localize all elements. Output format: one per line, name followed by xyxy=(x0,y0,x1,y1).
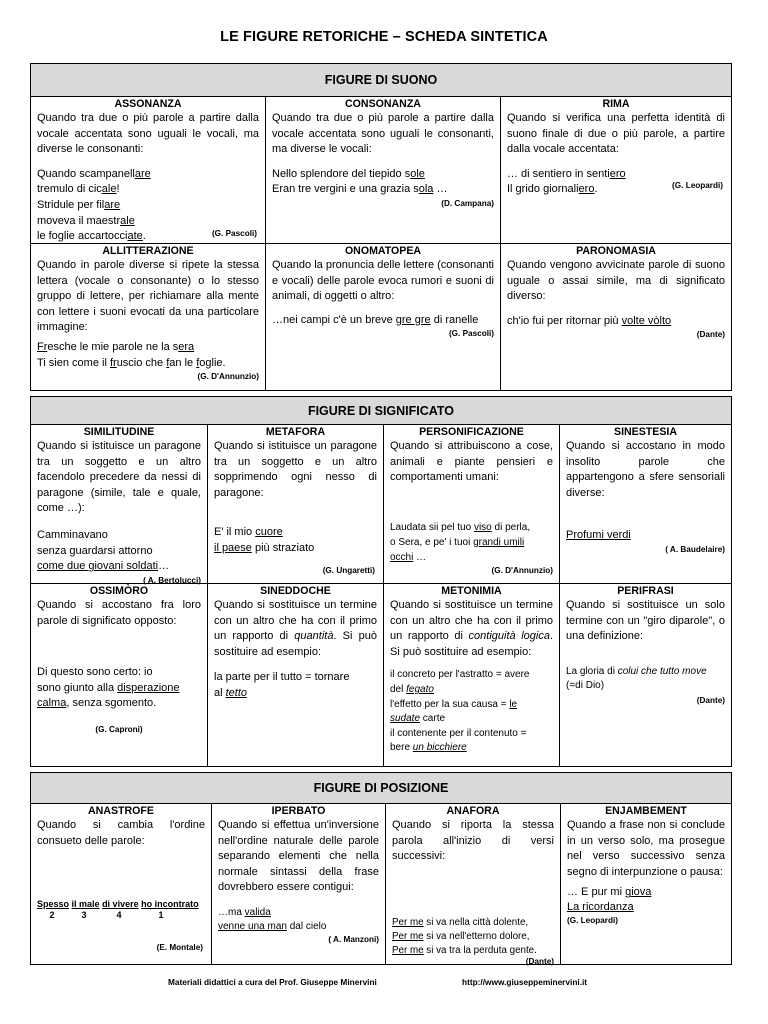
card-definition: Quando si cambia l'ordine consueto delle parole: xyxy=(37,819,205,847)
card-source: ( A. Bertolucci) xyxy=(143,575,201,585)
card-onomatopea xyxy=(265,244,500,390)
card-definition: Quando si accostano fra loro parole di significato opposto: xyxy=(37,599,201,627)
card-title: PERSONIFICAZIONE xyxy=(419,426,524,438)
card-title: ENJAMBEMENT xyxy=(605,805,687,817)
card-title: ANASTROFE xyxy=(88,805,154,817)
card-example: …ma valida venne una man dal cielo xyxy=(218,906,327,932)
card-source: (G. Pascoli) xyxy=(448,329,494,339)
card-personificazione xyxy=(383,425,559,583)
card-source: ( A. Manzoni) xyxy=(328,934,379,944)
card-title: METAFORA xyxy=(265,426,326,438)
card-definition: Quando si istituisce un paragone tra un soggetto e un altro sopprimendo ogni nesso di paragone: xyxy=(214,440,377,499)
card-example: Per me si va nella città dolente, Per me si va nell'etterno dolore, Per me si va tra la perduta gente. xyxy=(392,916,537,956)
card-similitudine xyxy=(31,425,207,583)
card-definition: Quando in parole diverse si ripete la stessa lettera (vocale o consonante) o lo stesso gruppo di lettere, per richiamare alla mente con lettere i suoni evocati da una particolare immagine: xyxy=(37,259,259,334)
card-definition: Quando si sostituisce un solo termine con un "giro diparole", o una definizione: xyxy=(566,599,725,643)
section-posizione xyxy=(30,772,732,965)
card-definition: Quando vengono avvicinate parole di suono uguale o assai simile, ma di significato diverso: xyxy=(507,259,725,303)
card-definition: Quando tra due o più parole a partire dalla vocale accentata sono uguali le vocali, ma diverse le consonanti: xyxy=(37,112,259,156)
card-example: E' il mio cuore il paese più straziato xyxy=(214,526,315,554)
card-definition: Quando si accostano in modo insolito parole che appartengono a sfere sensoriali diverse: xyxy=(566,440,725,499)
footer-url[interactable]: http://www.giuseppeminervini.it xyxy=(462,977,588,987)
section-significato xyxy=(30,396,732,767)
card-example: la parte per il tutto = tornare al tetto xyxy=(214,671,350,699)
card-sinestesia xyxy=(559,425,731,583)
card-source: (G. Leopardi) xyxy=(672,181,723,190)
card-definition: Quando a frase non si conclude in un verso solo, ma prosegue nel verso successivo senza segno di interpunzione o pausa: xyxy=(567,819,725,878)
card-source: (G. Caproni) xyxy=(95,724,143,734)
card-source: (Dante) xyxy=(696,695,725,705)
card-source: ( A. Baudelaire) xyxy=(665,544,725,554)
card-title: METONIMIA xyxy=(441,585,502,597)
card-sineddoche xyxy=(207,584,383,766)
card-title: ANAFORA xyxy=(446,805,500,817)
card-source: (Dante) xyxy=(696,330,725,340)
page-title: LE FIGURE RETORICHE – SCHEDA SINTETICA xyxy=(220,29,548,45)
card-example: Profumi verdi xyxy=(566,529,631,542)
card-title: OSSIMÒRO xyxy=(89,585,149,597)
card-definition: Quando si verifica una perfetta identità di suono finale di due o più parole, a partire dalla vocale accentata: xyxy=(507,112,725,156)
card-metonimia xyxy=(383,584,559,766)
card-title: SINEDDOCHE xyxy=(260,585,331,597)
card-example: ch'io fui per ritornar più volte vòlto xyxy=(507,314,672,327)
card-example: Laudata sii pel tuo viso di perla, o Sera, e pe' i tuoi grandi umili occhi … xyxy=(390,521,531,563)
card-anastrofe xyxy=(31,804,211,964)
card-consonanza xyxy=(265,97,500,243)
card-enjambement xyxy=(560,804,731,964)
card-source: (G. Pascoli) xyxy=(211,229,257,238)
card-definition: Quando si riporta la stessa parola all'inizio di versi successivi: xyxy=(392,819,554,863)
card-example: Fresche le mie parole ne la sera Ti sien come il fruscio che fan le foglie. xyxy=(37,340,226,369)
card-example: Camminavano senza guardarsi attorno come due giovani soldati… xyxy=(37,528,170,573)
card-example: … E pur mi giova La ricordanza xyxy=(567,886,652,914)
card-title: RIMA xyxy=(602,98,630,110)
section-suono xyxy=(30,63,732,391)
card-definition: Quando si attribuiscono a cose, animali e piante pensieri e comportamenti umani: xyxy=(390,440,553,484)
card-source: (Dante) xyxy=(525,956,554,966)
footer-credits: Materiali didattici a cura del Prof. Giuseppe Minervini xyxy=(168,977,377,987)
card-paronomasia xyxy=(500,244,731,390)
card-example: Di questo sono certo: io sono giunto alla disperazione calma, senza sgomento. xyxy=(37,666,180,710)
card-source: (G. Leopardi) xyxy=(567,916,618,926)
card-definition: Quando si sostituisce un termine con un altro che ha con il primo un rapporto di contiguità logica. Si può sostituire ad esempio: xyxy=(390,599,554,658)
section-header: FIGURE DI POSIZIONE xyxy=(31,773,731,804)
card-title: ALLITTERAZIONE xyxy=(102,245,194,257)
card-title: IPERBATO xyxy=(271,805,326,817)
card-definition: Quando si sostituisce un termine con un altro che ha con il primo un rapporto di quantità. Si può sostituire ad esempio: xyxy=(214,599,377,658)
card-source: (E. Montale) xyxy=(156,943,203,952)
card-title: PERIFRASI xyxy=(617,585,674,597)
card-title: CONSONANZA xyxy=(345,98,421,110)
card-example: Nello splendore del tiepido sole Eran tre vergini e una grazia sola … xyxy=(272,167,448,196)
card-definition: Quando tra due o più parole a partire dalla vocale accentata sono uguali le consonanti, ma diverse le vocali: xyxy=(272,112,494,156)
card-example: Spesso il male di vivere ho incontrato 2 3 4 1 xyxy=(37,899,199,921)
card-source: (G. Ungaretti) xyxy=(322,566,375,575)
card-anafora xyxy=(385,804,560,964)
section-header: FIGURE DI SUONO xyxy=(31,64,731,97)
card-title: PARONOMASIA xyxy=(576,245,656,257)
card-ossimoro xyxy=(31,584,207,766)
card-rima xyxy=(500,97,731,243)
card-example: Quando scampanellare tremulo di cicale! Stridule per filare moveva il maestrale le foglie accartocciate. xyxy=(37,167,151,243)
card-iperbato xyxy=(211,804,385,964)
card-example: La gloria di colui che tutto move (=di Dio) xyxy=(566,665,707,691)
card-title: SINESTESIA xyxy=(614,426,677,438)
card-example: il concreto per l'astratto = avere del fegato l'effetto per la sua causa = le sudate carte il contenente per il contenuto = bere un bicchiere xyxy=(390,669,530,754)
section-header: FIGURE DI SIGNIFICATO xyxy=(31,397,731,425)
card-title: ASSONANZA xyxy=(114,98,182,110)
card-metafora xyxy=(207,425,383,583)
card-example: … di sentiero in sentiero Il grido giornaliero. xyxy=(507,167,626,196)
card-assonanza xyxy=(31,97,265,243)
card-title: ONOMATOPEA xyxy=(344,245,422,257)
card-source: (G. D'Annunzio) xyxy=(491,565,553,575)
card-source: (G. D'Annunzio) xyxy=(197,372,259,382)
card-perifrasi xyxy=(559,584,731,766)
card-allitterazione xyxy=(31,244,265,390)
card-definition: Quando la pronuncia delle lettere (consonanti e vocali) delle parole evoca rumori e suoni di animali, di oggetti o altro: xyxy=(272,259,494,303)
card-title: SIMILITUDINE xyxy=(83,426,155,438)
card-definition: Quando si istituisce un paragone tra un soggetto e un altro facendolo precedere da nessi di paragone (simile, tale e quale, come …): xyxy=(37,440,201,515)
card-source: (D. Campana) xyxy=(441,198,494,208)
card-example: …nei campi c'è un breve gre gre di ranelle xyxy=(272,313,479,326)
card-definition: Quando si effettua un'inversione nell'ordine naturale delle parole separando elementi che nella normale sintassi della frase dovrebbero essere contigui: xyxy=(218,819,379,894)
